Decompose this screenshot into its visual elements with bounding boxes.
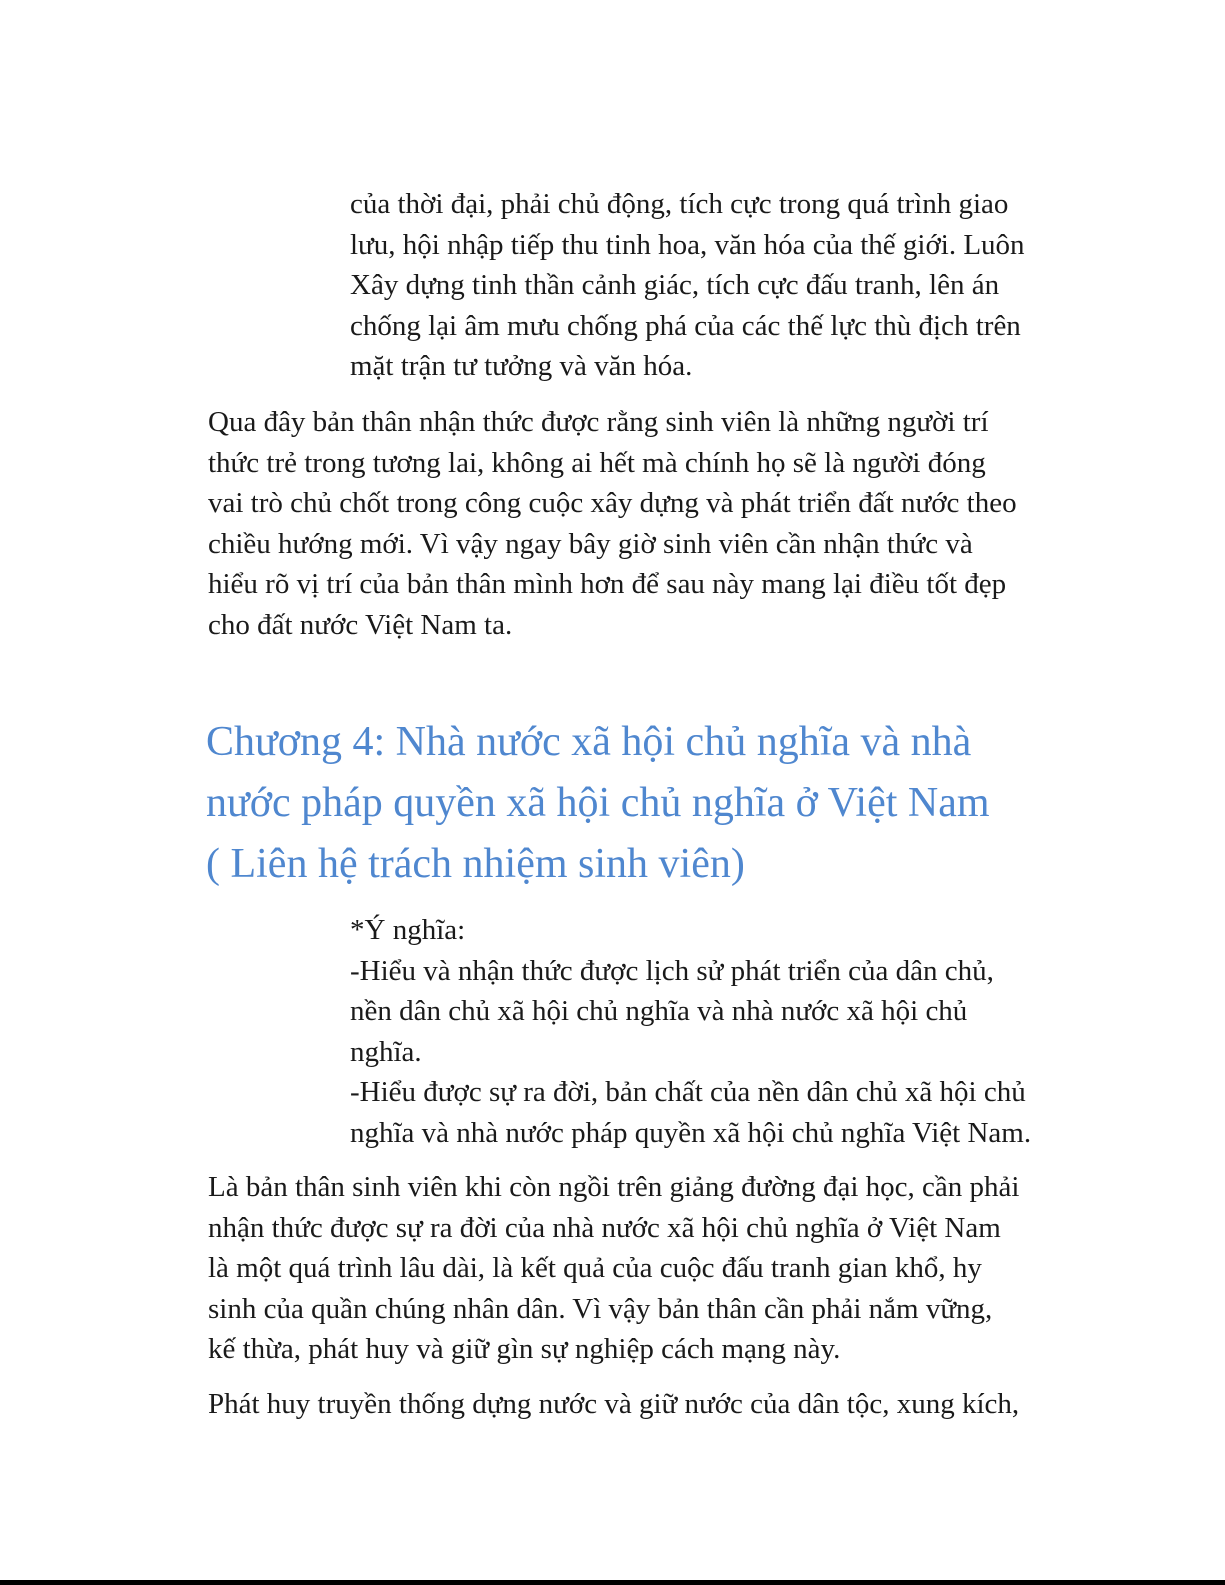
body-paragraph-2 xyxy=(208,1167,1019,1370)
body-paragraph-3 xyxy=(208,1384,1019,1425)
heading-line: Chương 4: Nhà nước xã hội chủ nghĩa và nhà xyxy=(206,719,972,765)
text-line: Là bản thân sinh viên khi còn ngồi trên giảng đường đại học, cần phải xyxy=(208,1171,1020,1203)
text-line: mặt trận tư tưởng và văn hóa. xyxy=(350,350,693,382)
heading-line: ( Liên hệ trách nhiệm sinh viên) xyxy=(206,841,745,887)
text-line: kế thừa, phát huy và giữ gìn sự nghiệp cách mạng này. xyxy=(208,1333,841,1365)
intro-paragraph xyxy=(350,184,1025,387)
text-line: hiểu rõ vị trí của bản thân mình hơn để sau này mang lại điều tốt đẹp xyxy=(208,568,1007,600)
heading-line: nước pháp quyền xã hội chủ nghĩa ở Việt Nam xyxy=(206,780,990,826)
text-line: -Hiểu và nhận thức được lịch sử phát triển của dân chủ, xyxy=(350,954,994,987)
body-paragraph-1 xyxy=(208,402,1017,645)
text-line: của thời đại, phải chủ động, tích cực trong quá trình giao xyxy=(350,188,1009,220)
page-bottom-rule xyxy=(0,1580,1225,1585)
text-line: cho đất nước Việt Nam ta. xyxy=(208,608,513,641)
text-line: sinh của quần chúng nhân dân. Vì vậy bản thân cần phải nắm vững, xyxy=(208,1292,993,1325)
text-line: Phát huy truyền thống dựng nước và giữ nước của dân tộc, xung kích, xyxy=(208,1388,1020,1420)
text-line: -Hiểu được sự ra đời, bản chất của nền dân chủ xã hội chủ xyxy=(350,1076,1026,1108)
text-line: thức trẻ trong tương lai, không ai hết mà chính họ sẽ là người đóng xyxy=(208,446,986,479)
text-line: lưu, hội nhập tiếp thu tinh hoa, văn hóa của thế giới. Luôn xyxy=(350,228,1025,261)
text-line: Xây dựng tinh thần cảnh giác, tích cực đấu tranh, lên án xyxy=(350,269,1000,301)
text-line: vai trò chủ chốt trong công cuộc xây dựng và phát triển đất nước theo xyxy=(208,487,1017,519)
text-line: Qua đây bản thân nhận thức được rằng sinh viên là những người trí xyxy=(208,406,989,438)
chapter-heading xyxy=(206,712,990,895)
text-line: chiều hướng mới. Vì vậy ngay bây giờ sinh viên cần nhận thức và xyxy=(208,527,973,560)
text-line: *Ý nghĩa: xyxy=(350,914,466,946)
text-line: chống lại âm mưu chống phá của các thế lực thù địch trên xyxy=(350,309,1021,342)
text-line: nghĩa. xyxy=(350,1035,422,1068)
text-line: là một quá trình lâu dài, là kết quả của cuộc đấu tranh gian khổ, hy xyxy=(208,1252,982,1284)
text-line: nghĩa và nhà nước pháp quyền xã hội chủ nghĩa Việt Nam. xyxy=(350,1116,1032,1149)
text-line: nền dân chủ xã hội chủ nghĩa và nhà nước xã hội chủ xyxy=(350,995,968,1027)
text-line: nhận thức được sự ra đời của nhà nước xã hội chủ nghĩa ở Việt Nam xyxy=(208,1211,1001,1244)
meaning-paragraph xyxy=(350,910,1031,1153)
